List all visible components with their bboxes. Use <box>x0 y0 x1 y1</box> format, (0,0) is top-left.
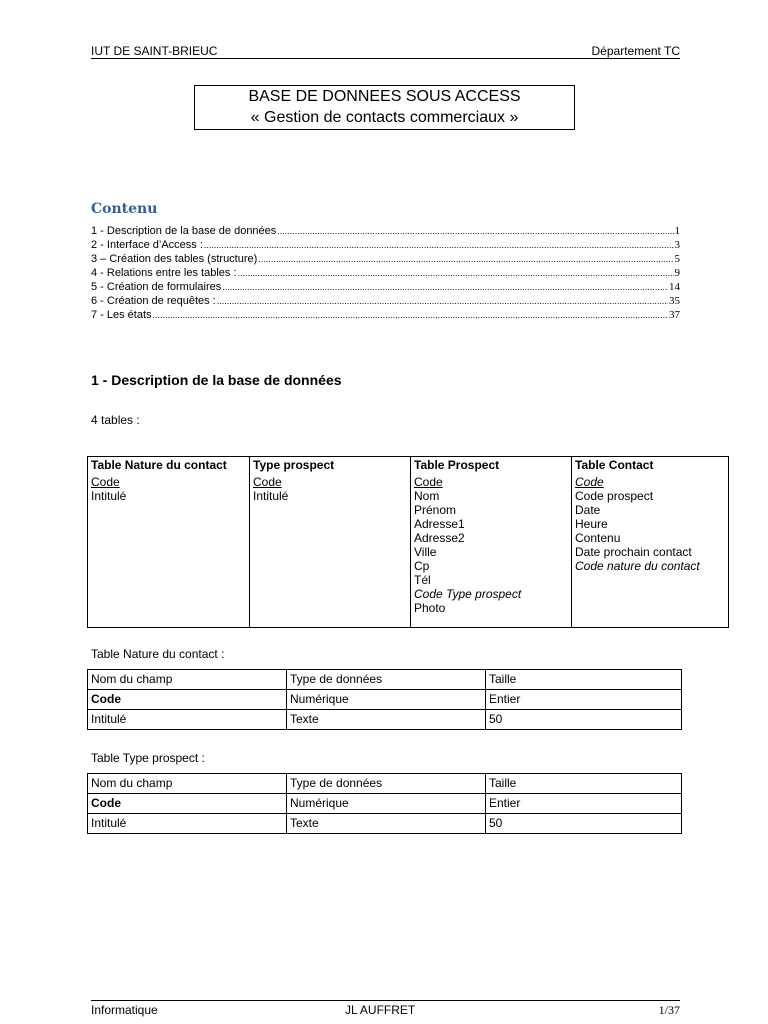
header-department: Département TC <box>591 44 680 58</box>
document-title-box <box>194 85 575 130</box>
toc-item[interactable]: 5 - Création de formulaires ..... 14 <box>91 280 680 294</box>
table-nature-label: Table Nature du contact : <box>91 647 225 661</box>
title-line-1: BASE DE DONNEES SOUS ACCESS <box>248 88 521 105</box>
section-1-heading: 1 - Description de la base de données <box>91 372 342 388</box>
toc-heading: Contenu <box>91 201 158 217</box>
table-row: Intitulé Texte 50 <box>88 710 682 730</box>
overview-header: Type prospect <box>250 457 411 475</box>
overview-fields: Code Nom Prénom Adresse1 Adresse2 Ville Cp Tél Code Type prospect Photo <box>411 474 572 628</box>
overview-header: Table Nature du contact <box>88 457 250 475</box>
tables-overview <box>87 456 729 628</box>
toc-item[interactable]: 7 - Les états ..... 37 <box>91 308 680 322</box>
toc-item[interactable]: 3 – Création des tables (structure) ..... 5 <box>91 252 680 266</box>
footer-subject: Informatique <box>91 1003 158 1017</box>
tables-count: 4 tables : <box>91 413 140 427</box>
overview-header: Table Contact <box>572 457 729 475</box>
table-row: Code Numérique Entier <box>88 690 682 710</box>
footer-page-number: 1/37 <box>658 1003 680 1017</box>
page-header <box>91 44 680 59</box>
table-type-structure <box>87 773 682 834</box>
title-line-2: « Gestion de contacts commerciaux » <box>250 109 519 126</box>
overview-fields: Code Intitulé <box>250 474 411 628</box>
table-row: Intitulé Texte 50 <box>88 814 682 834</box>
table-of-contents <box>91 224 680 322</box>
toc-item[interactable]: 4 - Relations entre les tables : ..... 9 <box>91 266 680 280</box>
table-type-label: Table Type prospect : <box>91 751 205 765</box>
overview-fields: Code Intitulé <box>88 474 250 628</box>
toc-item[interactable]: 1 - Description de la base de données ..... 1 <box>91 224 680 238</box>
toc-item[interactable]: 2 - Interface d’Access : ..... 3 <box>91 238 680 252</box>
footer-author: JL AUFFRET <box>345 1003 416 1017</box>
header-school: IUT DE SAINT-BRIEUC <box>91 44 218 58</box>
page-footer <box>91 1000 680 1019</box>
toc-item[interactable]: 6 - Création de requêtes : ..... 35 <box>91 294 680 308</box>
table-row: Nom du champ Type de données Taille <box>88 774 682 794</box>
overview-fields: Code Code prospect Date Heure Contenu Date prochain contact Code nature du contact <box>572 474 729 628</box>
table-nature-structure <box>87 669 682 730</box>
overview-header: Table Prospect <box>411 457 572 475</box>
table-row: Nom du champ Type de données Taille <box>88 670 682 690</box>
table-row: Code Numérique Entier <box>88 794 682 814</box>
